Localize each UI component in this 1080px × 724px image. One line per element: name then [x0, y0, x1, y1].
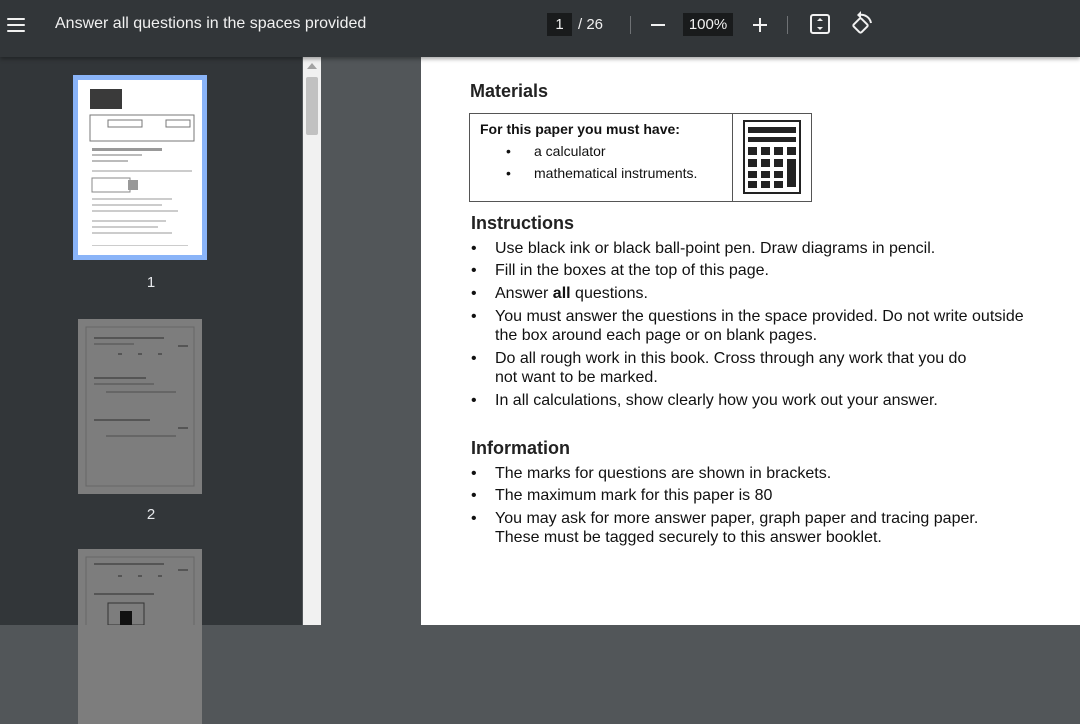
bullet: •: [471, 262, 477, 279]
bullet: •: [506, 165, 511, 181]
bullet: •: [471, 240, 477, 257]
information-item: [495, 509, 1075, 547]
bullet: •: [471, 308, 477, 325]
thumbnail-label-1: 1: [146, 274, 156, 291]
sidebar-scrollbar[interactable]: [303, 57, 321, 625]
instruction-item: [495, 284, 1075, 303]
toolbar-divider: [630, 16, 631, 34]
zoom-out-button[interactable]: [648, 11, 668, 39]
instruction-line: not want to be marked.: [495, 369, 658, 386]
scrollbar-thumb[interactable]: [306, 77, 318, 135]
document-page: [421, 57, 1080, 625]
thumbnail-page-3[interactable]: [78, 549, 202, 724]
calculator-icon: [740, 119, 804, 195]
document-title: Answer all questions in the spaces provided: [55, 15, 367, 32]
pdf-toolbar: [0, 0, 1080, 57]
thumbnail-page-2[interactable]: [78, 319, 202, 494]
zoom-level-input[interactable]: [683, 13, 733, 36]
instructions-heading: Instructions: [471, 213, 575, 233]
bullet: •: [471, 465, 477, 482]
thumbnail-page-1[interactable]: [78, 80, 202, 255]
materials-heading: Materials: [470, 81, 549, 101]
bullet: •: [471, 285, 477, 302]
instruction-line: Do all rough work in this book. Cross through any work that you do: [495, 350, 967, 367]
information-line: These must be tagged securely to this answer booklet.: [495, 529, 882, 546]
instruction-text: Answer: [495, 285, 553, 302]
thumbnail-sidebar: [0, 57, 302, 625]
zoom-in-button[interactable]: [750, 11, 770, 39]
instruction-item: [495, 307, 1075, 345]
instruction-item: [495, 349, 1075, 387]
information-line: You may ask for more answer paper, graph paper and tracing paper.: [495, 510, 979, 527]
fit-to-page-icon[interactable]: [808, 12, 832, 36]
toolbar-divider: [787, 16, 788, 34]
information-heading: Information: [471, 438, 570, 458]
instruction-item: In all calculations, show clearly how you work out your answer.: [495, 392, 938, 409]
bullet: •: [471, 510, 477, 527]
information-item: The marks for questions are shown in brackets.: [495, 465, 832, 482]
hamburger-menu-icon[interactable]: [7, 16, 27, 34]
materials-item: mathematical instruments.: [534, 165, 698, 181]
bullet: •: [471, 392, 477, 409]
materials-box-title: For this paper you must have:: [480, 121, 680, 137]
materials-box: [469, 113, 812, 202]
bullet: •: [506, 143, 511, 159]
information-item: The maximum mark for this paper is 80: [495, 487, 773, 504]
instruction-text: questions.: [570, 285, 648, 302]
instruction-emphasis: all: [552, 285, 571, 302]
bullet: •: [471, 350, 477, 367]
instruction-item: Use black ink or black ball-point pen. Draw diagrams in pencil.: [495, 240, 936, 257]
materials-item: a calculator: [534, 143, 606, 159]
instruction-line: You must answer the questions in the space provided. Do not write outside: [495, 308, 1024, 325]
page-total: / 26: [578, 16, 604, 33]
instruction-item: Fill in the boxes at the top of this page.: [495, 262, 769, 279]
scroll-up-icon[interactable]: [307, 63, 317, 69]
bullet: •: [471, 487, 477, 504]
page-number-input[interactable]: [547, 13, 572, 36]
materials-box-divider: [732, 114, 733, 201]
instruction-line: the box around each page or on blank pages.: [495, 327, 818, 344]
document-viewer: [321, 57, 1080, 625]
thumbnail-label-2: 2: [146, 506, 156, 523]
rotate-counterclockwise-icon[interactable]: [849, 10, 875, 38]
